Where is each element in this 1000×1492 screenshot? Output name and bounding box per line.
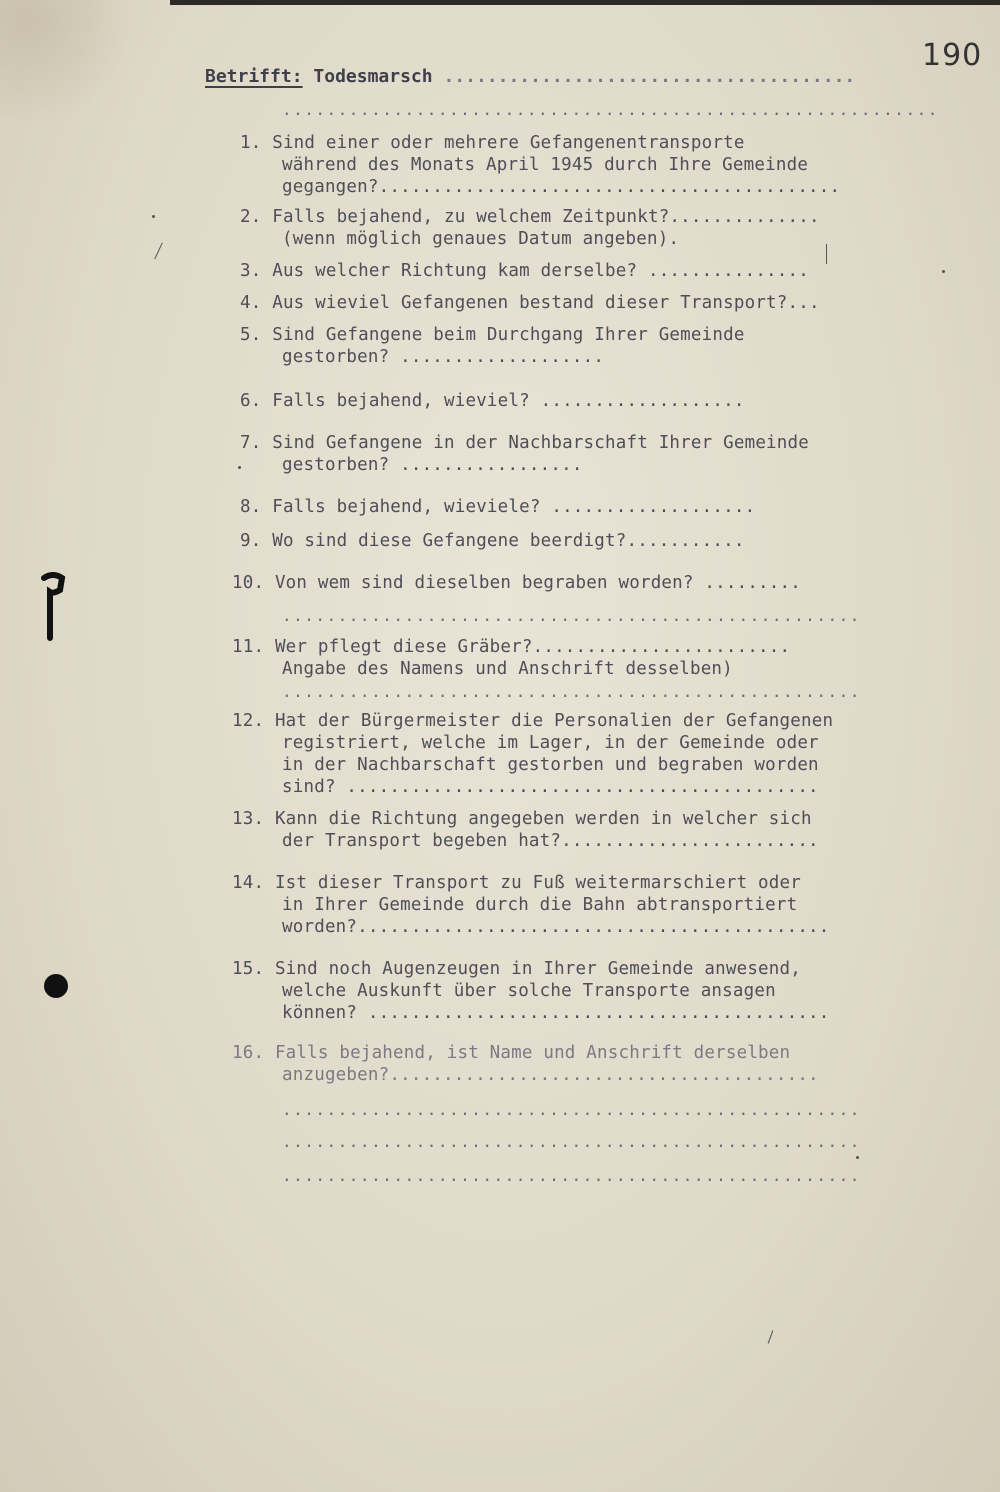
speck — [152, 215, 155, 218]
question-11-line-1: 11. Wer pflegt diese Gräber?........................ — [232, 637, 791, 657]
pen-stroke — [154, 243, 163, 260]
punch-hole — [44, 974, 68, 998]
answer-dots-5: .................................................... — [282, 1166, 861, 1185]
question-12-line-2: registriert, welche im Lager, in der Gemeinde oder — [282, 733, 819, 753]
question-11-line-2: Angabe des Namens und Anschrift desselben) — [282, 659, 733, 679]
question-2-line-1: 2. Falls bejahend, zu welchem Zeitpunkt?.............. — [240, 207, 820, 227]
question-5-line-1: 5. Sind Gefangene beim Durchgang Ihrer Gemeinde — [240, 325, 745, 345]
question-6-line-1: 6. Falls bejahend, wieviel? ................... — [240, 391, 745, 411]
question-13-line-1: 13. Kann die Richtung angegeben werden in welcher sich — [232, 809, 812, 829]
question-7-line-1: 7. Sind Gefangene in der Nachbarschaft Ihrer Gemeinde — [240, 433, 810, 453]
question-4-line-1: 4. Aus wieviel Gefangenen bestand dieser Transport?... — [240, 293, 820, 313]
question-12-line-3: in der Nachbarschaft gestorben und begraben worden — [282, 755, 819, 775]
subject-trail-dots: ...................................... — [432, 66, 856, 87]
pen-stroke — [768, 1330, 774, 1343]
question-15-line-2: welche Auskunft über solche Transporte ansagen — [282, 981, 776, 1001]
question-1-line-2: während des Monats April 1945 durch Ihre Gemeinde — [282, 155, 809, 175]
question-13-line-2: der Transport begeben hat?........................ — [282, 831, 819, 851]
answer-dots-4: .................................................... — [282, 1132, 861, 1151]
question-15-line-1: 15. Sind noch Augenzeugen in Ihrer Gemeinde anwesend, — [232, 959, 802, 979]
speck — [942, 270, 945, 273]
answer-dots-1: .................................................... — [282, 606, 861, 625]
question-8-line-1: 8. Falls bejahend, wieviele? ................... — [240, 497, 756, 517]
subject-title: Todesmarsch — [313, 66, 433, 87]
question-3-line-1: 3. Aus welcher Richtung kam derselbe? ............... — [240, 261, 810, 281]
question-16-line-2: anzugeben?........................................ — [282, 1065, 819, 1085]
page-number: 190 — [922, 38, 983, 73]
question-14-line-2: in Ihrer Gemeinde durch die Bahn abtransportiert — [282, 895, 798, 915]
question-12-line-1: 12. Hat der Bürgermeister die Personalien der Gefangenen — [232, 711, 834, 731]
question-16-line-1: 16. Falls bejahend, ist Name und Anschrift derselben — [232, 1043, 791, 1063]
question-1-line-1: 1. Sind einer oder mehrere Gefangenentransporte — [240, 133, 745, 153]
question-5-line-2: gestorben? ................... — [282, 347, 605, 367]
question-15-line-3: können? ........................................... — [282, 1003, 830, 1023]
question-7-line-2: gestorben? ................. — [282, 455, 583, 475]
staple-mark — [38, 572, 68, 642]
question-10-line-1: 10. Von wem sind dieselben begraben worden? ......... — [232, 573, 802, 593]
speck — [238, 466, 241, 469]
answer-dots-3: .................................................... — [282, 1100, 861, 1119]
answer-dots-2: .................................................... — [282, 682, 861, 701]
subject-line — [205, 66, 855, 87]
question-9-line-1: 9. Wo sind diese Gefangene beerdigt?........... — [240, 531, 745, 551]
corner-stain — [0, 0, 130, 130]
question-12-line-4: sind? ............................................ — [282, 777, 819, 797]
question-14-line-3: worden?............................................ — [282, 917, 830, 937]
pen-stroke — [826, 244, 827, 264]
question-1-line-3: gegangen?........................................... — [282, 177, 841, 197]
question-14-line-1: 14. Ist dieser Transport zu Fuß weitermarschiert oder — [232, 873, 802, 893]
rule-dots: ........................................................... — [282, 100, 939, 119]
subject-label: Betrifft: — [205, 66, 303, 87]
question-2-line-2: (wenn möglich genaues Datum angeben). — [282, 229, 680, 249]
page-top-edge — [170, 0, 1000, 5]
speck — [856, 1156, 859, 1159]
